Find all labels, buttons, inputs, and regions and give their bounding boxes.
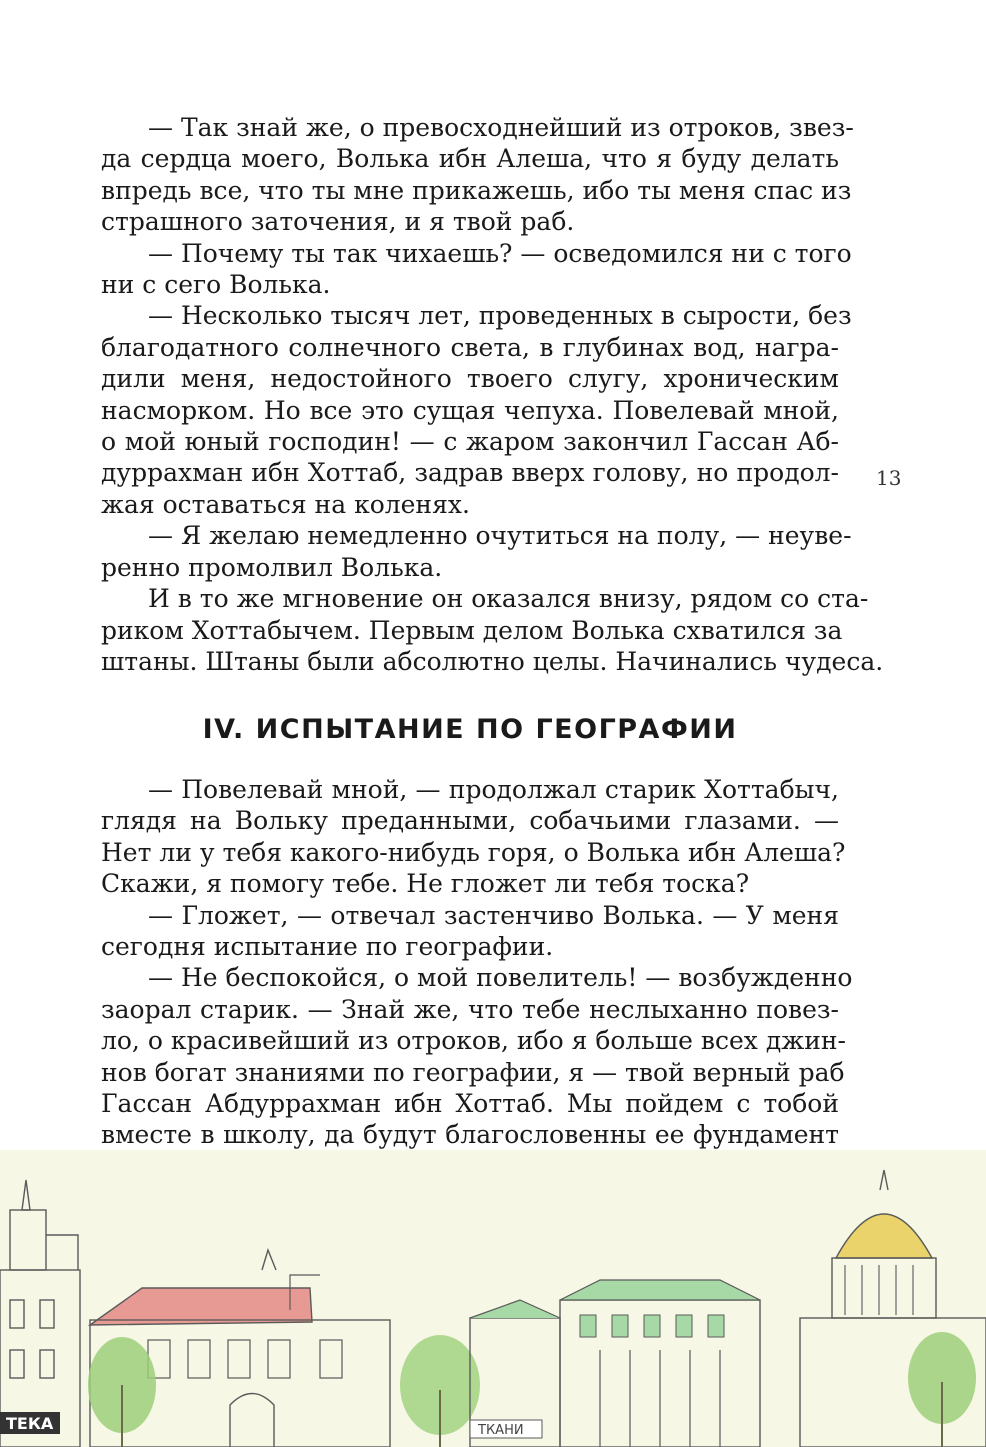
text-line: о мой юный господин! — с жаром закончил Гассан Аб- <box>101 427 839 457</box>
text-line: заорал старик. — Знай же, что тебе неслыханно повез- <box>101 994 839 1024</box>
text-line: — Гложет, — отвечал застенчиво Волька. — У меня <box>148 900 839 930</box>
city-sketch-illustration <box>0 1150 986 1447</box>
chapter-heading: IV. ИСПЫТАНИЕ ПО ГЕОГРАФИИ <box>202 714 738 745</box>
text-line: да сердца моего, Волька ибн Алеша, что я буду делать <box>101 144 839 174</box>
text-line: впредь все, что ты мне прикажешь, ибо ты меня спас из <box>101 175 852 205</box>
text-line: благодатного солнечного света, в глубинах вод, награ- <box>101 332 839 362</box>
text-line: — Я желаю немедленно очутиться на полу, — неуве- <box>148 521 852 551</box>
text-line: Скажи, я помогу тебе. Не гложет ли тебя тоска? <box>101 869 750 899</box>
paragraph-block-2 <box>101 774 853 1214</box>
text-line: ни с сего Волька. <box>101 270 331 300</box>
text-line: — Так знай же, о превосходнейший из отроков, звез- <box>148 113 854 142</box>
sign-text-left: ТЕКА <box>6 1414 54 1433</box>
text-line: глядя на Вольку преданными, собачьими глазами. — <box>101 806 839 836</box>
text-line: штаны. Штаны были абсолютно целы. Начинались чудеса. <box>101 646 884 676</box>
text-line: насморком. Но все это сущая чепуха. Повелевай мной, <box>101 395 839 425</box>
text-line: И в то же мгновение он оказался внизу, рядом со ста- <box>148 584 869 614</box>
page-number: 13 <box>876 466 902 490</box>
text-line: дили меня, недостойного твоего слугу, хроническим <box>101 364 839 394</box>
text-line: дуррахман ибн Хоттаб, задрав вверх голову, но продол- <box>101 458 839 488</box>
text-line: — Не беспокойся, о мой повелитель! — возбужденно <box>148 963 853 993</box>
text-line: нов богат знаниями по географии, я — твой верный раб <box>101 1057 845 1087</box>
text-line: ренно промолвил Волька. <box>101 552 443 582</box>
text-line: страшного заточения, и я твой раб. <box>101 207 575 237</box>
text-line: жая оставаться на коленях. <box>101 489 470 519</box>
text-line: сегодня испытание по географии. <box>101 932 554 962</box>
text-line: риком Хоттабычем. Первым делом Волька схватился за <box>101 615 843 645</box>
text-line: — Повелевай мной, — продолжал старик Хоттабыч, <box>148 775 839 804</box>
text-line: ло, о красивейший из отроков, ибо я больше всех джин- <box>101 1026 846 1056</box>
text-line: Гассан Абдуррахман ибн Хоттаб. Мы пойдем с тобой <box>101 1089 839 1119</box>
text-line: вместе в школу, да будут благословенны ее фундамент <box>101 1120 839 1150</box>
sign-text-center: ТКАНИ <box>478 1423 524 1438</box>
text-line: — Почему ты так чихаешь? — осведомился ни с того <box>148 238 852 268</box>
text-line: — Несколько тысяч лет, проведенных в сырости, без <box>148 301 852 331</box>
text-line: Нет ли у тебя какого-нибудь горя, о Волька ибн Алеша? <box>101 837 846 867</box>
paragraph-block-1 <box>101 112 884 677</box>
